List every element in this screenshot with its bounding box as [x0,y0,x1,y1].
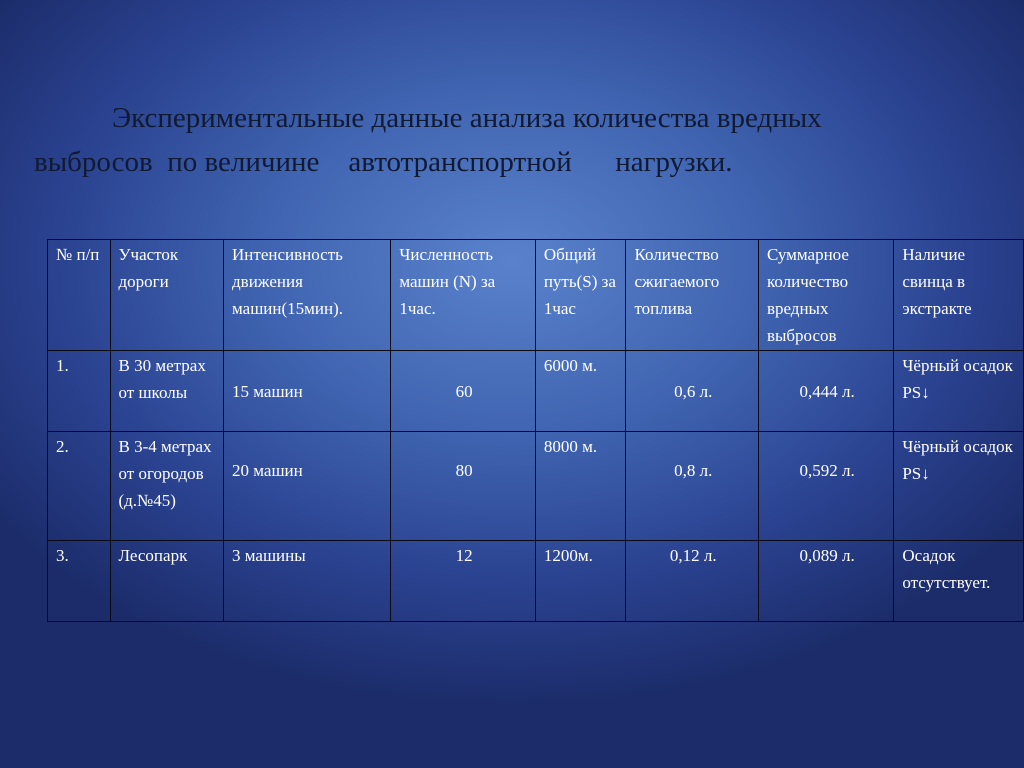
cell-lead-presence: Осадок отсутствует. [894,541,1024,622]
table-row [48,351,1024,432]
header-cell-lead-presence: Наличие свинца в экстракте [894,240,1024,351]
header-cell-total-emissions: Суммарное количество вредных выбросов [758,240,893,351]
table-row [48,541,1024,622]
cell-road-section: Лесопарк [110,541,224,622]
cell-total-emissions: 0,444 л. [758,351,893,432]
table-row [48,432,1024,541]
cell-total-distance: 1200м. [535,541,626,622]
cell-total-distance: 6000 м. [535,351,626,432]
title-line-2: выбросов по величине автотранспортной нагрузки. [34,146,733,178]
cell-road-section: В 3-4 метрах от огородов (д.№45) [110,432,224,541]
header-cell-total-distance: Общий путь(S) за 1час [535,240,626,351]
header-cell-road-section: Участок дороги [110,240,224,351]
cell-car-count: 60 [391,351,535,432]
cell-car-count: 12 [391,541,535,622]
cell-lead-presence: Чёрный осадок PS↓ [894,351,1024,432]
cell-traffic-intensity: 15 машин [224,351,391,432]
header-cell-number: № п/п [48,240,111,351]
header-cell-traffic-intensity: Интенсивность движения машин(15мин). [224,240,391,351]
cell-fuel-burned: 0,12 л. [626,541,758,622]
cell-total-distance: 8000 м. [535,432,626,541]
cell-lead-presence: Чёрный осадок PS↓ [894,432,1024,541]
cell-fuel-burned: 0,8 л. [626,432,758,541]
header-cell-fuel-burned: Количество сжигаемого топлива [626,240,758,351]
cell-total-emissions: 0,592 л. [758,432,893,541]
cell-total-emissions: 0,089 л. [758,541,893,622]
header-cell-car-count: Численность машин (N) за 1час. [391,240,535,351]
cell-number: 3. [48,541,111,622]
cell-traffic-intensity: 3 машины [224,541,391,622]
cell-fuel-burned: 0,6 л. [626,351,758,432]
title-line-1: Экспериментальные данные анализа количества вредных [112,102,822,134]
cell-car-count: 80 [391,432,535,541]
slide-title [34,96,994,184]
cell-number: 1. [48,351,111,432]
table-header-row [48,240,1024,351]
cell-number: 2. [48,432,111,541]
cell-traffic-intensity: 20 машин [224,432,391,541]
emissions-table [47,239,1024,622]
cell-road-section: В 30 метрах от школы [110,351,224,432]
